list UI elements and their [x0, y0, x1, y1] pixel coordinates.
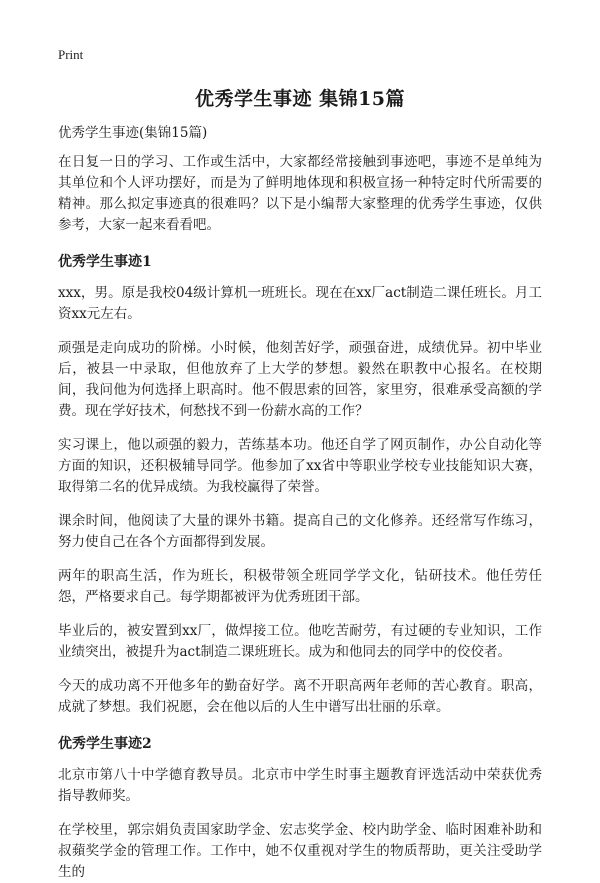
section-1-paragraph-5: 两年的职高生活，作为班长，积极带领全班同学学文化，钻研技术。他任劳任怨，严格要求自己。每学期都被评为优秀班团干部。 — [58, 568, 542, 605]
section-1-paragraph-1: xxx，男。原是我校04级计算机一班班长。现在在xx厂act制造二课任班长。月工资xx元左右。 — [58, 285, 542, 322]
section-heading-1: 优秀学生事迹1 — [58, 254, 152, 270]
section-1-paragraph-4: 课余时间，他阅读了大量的课外书籍。提高自己的文化修养。还经常写作练习，努力使自己在各个方面都得到发展。 — [58, 513, 542, 550]
section-2-paragraph-1: 北京市第八十中学德育教导员。北京市中学生时事主题教育评选活动中荣获优秀指导教师奖。 — [58, 767, 542, 804]
section-heading-2: 优秀学生事迹2 — [58, 736, 152, 752]
section-1-paragraph-6: 毕业后的，被安置到xx厂，做焊接工位。他吃苦耐劳，有过硬的专业知识，工作业绩突出，被提升为act制造二课班班长。成为和他同去的同学中的佼佼者。 — [58, 623, 542, 660]
section-1-paragraph-7: 今天的成功离不开他多年的勤奋好学。离不开职高两年老师的苦心教育。职高，成就了梦想。我们祝愿，会在他以后的人生中谱写出壮丽的乐章。 — [58, 678, 542, 715]
document-title: 优秀学生事迹 集锦15篇 — [194, 88, 406, 110]
document-subtitle: 优秀学生事迹(集锦15篇) — [58, 125, 208, 141]
section-1-paragraph-3: 实习课上，他以顽强的毅力，苦练基本功。他还自学了网页制作，办公自动化等方面的知识，还积极辅导同学。他参加了xx省中等职业学校专业技能知识大赛，取得第二名的优异成绩。为我校赢得了荣誉。 — [58, 437, 542, 495]
intro-paragraph: 在日复一日的学习、工作或生活中，大家都经常接触到事迹吧，事迹不是单纯为其单位和个人评功摆好，而是为了鲜明地体现和积极宣扬一种特定时代所需要的精神。那么拟定事迹真的很难吗？以下是小编帮大家整理的优秀学生事迹，仅供参考，大家一起来看看吧。 — [58, 154, 542, 233]
section-2-paragraph-2: 在学校里，郭宗娟负责国家助学金、宏志奖学金、校内助学金、临时困难补助和叔蘋奖学金的管理工作。工作中，她不仅重视对学生的物质帮助，更关注受助学生的 — [58, 822, 542, 880]
section-1-paragraph-2: 顽强是走向成功的阶梯。小时候，他刻苦好学，顽强奋进，成绩优异。初中毕业后，被县一中录取，但他放弃了上大学的梦想。毅然在职教中心报名。在校期间，我问他为何选择上职高时。他不假思索的回答，家里穷，很难承受高额的学费。现在学好技术，何愁找不到一份薪水高的工作？ — [58, 340, 542, 419]
print-link[interactable]: Print — [58, 47, 84, 62]
